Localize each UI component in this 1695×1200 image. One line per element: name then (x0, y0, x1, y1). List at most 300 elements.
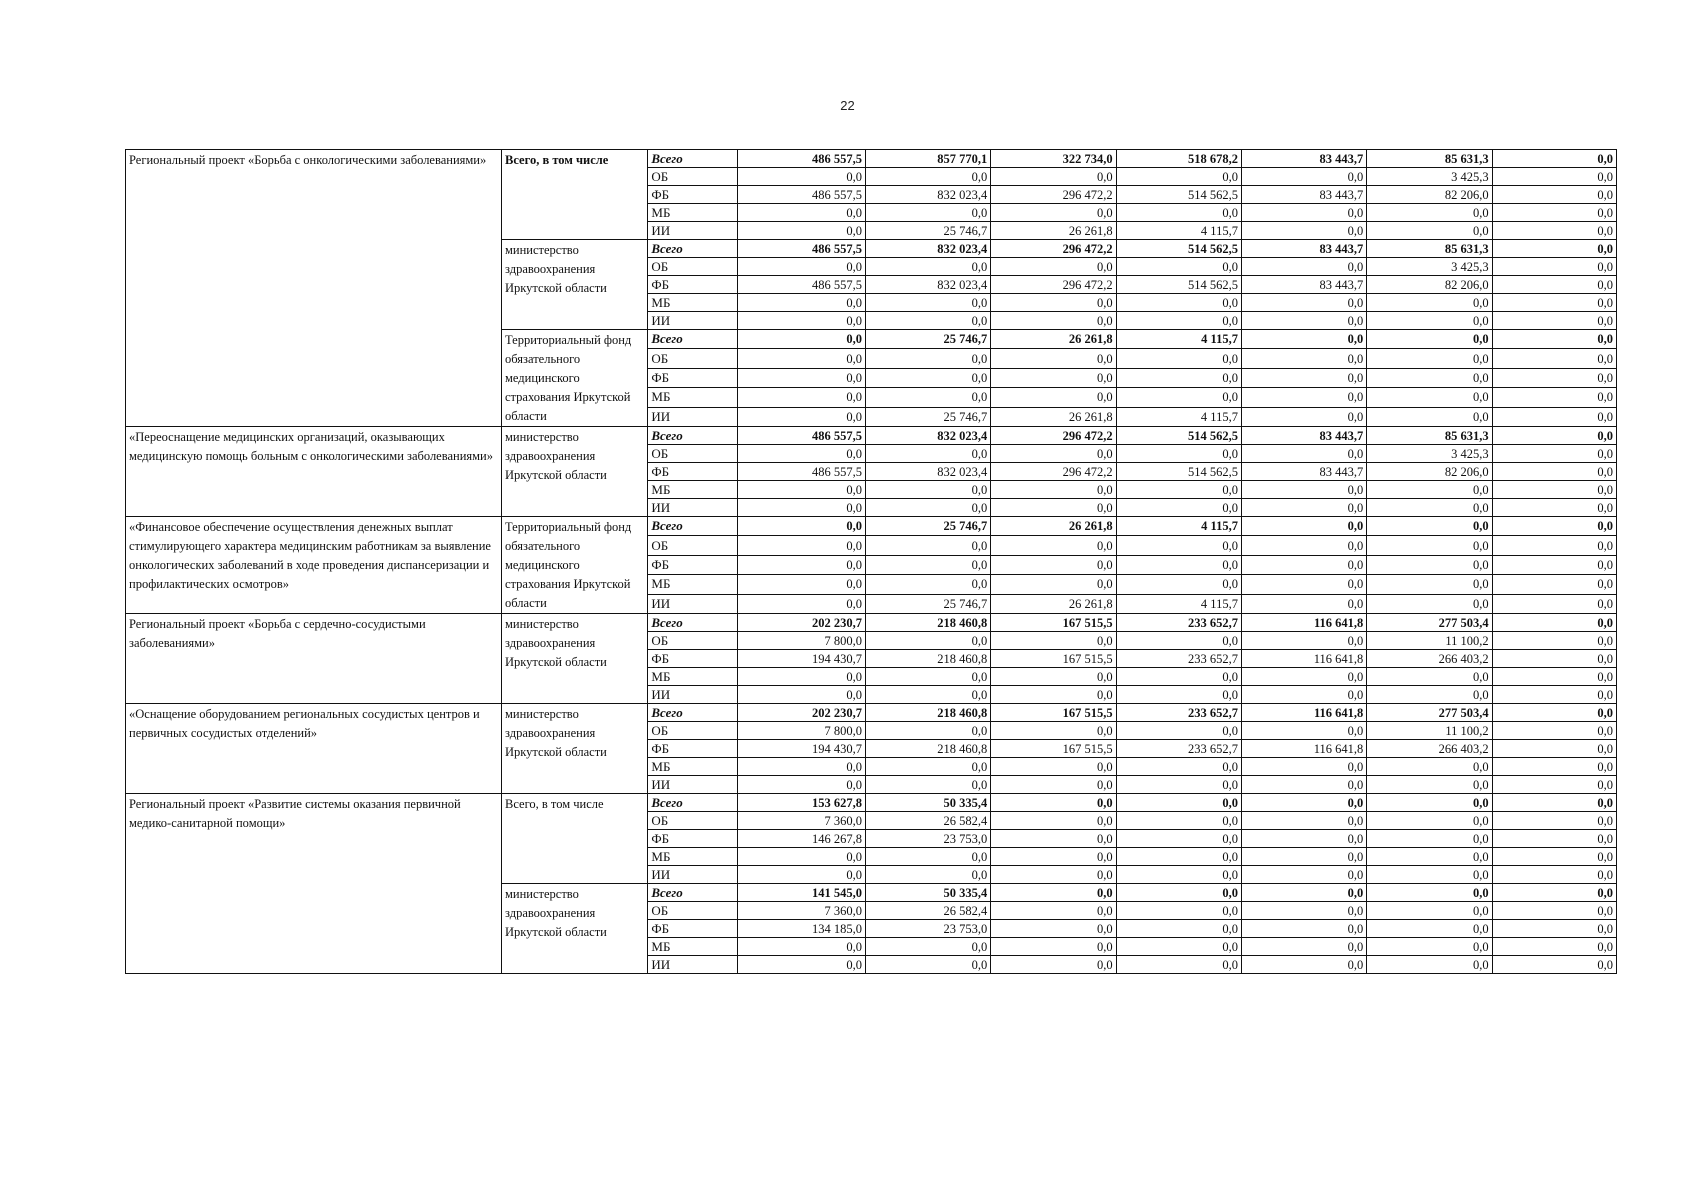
amount-cell: 0,0 (1116, 349, 1241, 368)
amount-cell: 11 100,2 (1367, 722, 1492, 740)
amount-cell: 0,0 (1241, 686, 1366, 704)
amount-cell: 0,0 (1492, 686, 1616, 704)
amount-cell: 0,0 (737, 866, 865, 884)
amount-cell: 0,0 (865, 445, 990, 463)
amount-cell: 141 545,0 (737, 884, 865, 902)
amount-cell: 0,0 (1492, 794, 1616, 812)
funding-source-cell: ФБ (648, 368, 737, 387)
amount-cell: 0,0 (865, 938, 990, 956)
amount-cell: 0,0 (1367, 555, 1492, 574)
amount-cell: 857 770,1 (865, 150, 990, 168)
amount-cell: 0,0 (991, 204, 1116, 222)
amount-cell: 0,0 (1116, 368, 1241, 387)
amount-cell: 0,0 (1492, 848, 1616, 866)
amount-cell: 82 206,0 (1367, 463, 1492, 481)
amount-cell: 0,0 (865, 481, 990, 499)
amount-cell: 0,0 (1241, 330, 1366, 349)
funding-source-cell: ФБ (648, 276, 737, 294)
amount-cell: 0,0 (991, 848, 1116, 866)
amount-cell: 0,0 (1116, 632, 1241, 650)
table-row (126, 704, 1617, 722)
executor-cell: министерство здравоохранения Иркутской области (502, 704, 648, 794)
amount-cell: 0,0 (991, 388, 1116, 407)
amount-cell: 0,0 (991, 722, 1116, 740)
amount-cell: 0,0 (1116, 294, 1241, 312)
funding-source-cell: МБ (648, 294, 737, 312)
amount-cell: 0,0 (1116, 920, 1241, 938)
amount-cell: 832 023,4 (865, 276, 990, 294)
project-name-cell: Региональный проект «Борьба с онкологическими заболеваниями» (126, 150, 502, 427)
amount-cell: 0,0 (1492, 884, 1616, 902)
executor-cell: Территориальный фонд обязательного медицинского страхования Иркутской области (502, 517, 648, 614)
funding-source-cell: ИИ (648, 956, 737, 974)
amount-cell: 0,0 (1492, 499, 1616, 517)
amount-cell: 194 430,7 (737, 740, 865, 758)
amount-cell: 233 652,7 (1116, 614, 1241, 632)
amount-cell: 0,0 (1116, 956, 1241, 974)
amount-cell: 0,0 (1241, 481, 1366, 499)
amount-cell: 0,0 (991, 368, 1116, 387)
amount-cell: 0,0 (1241, 812, 1366, 830)
amount-cell: 0,0 (1241, 555, 1366, 574)
amount-cell: 0,0 (1241, 632, 1366, 650)
amount-cell: 0,0 (1492, 481, 1616, 499)
funding-source-cell: ИИ (648, 222, 737, 240)
amount-cell: 0,0 (737, 330, 865, 349)
executor-cell: министерство здравоохранения Иркутской области (502, 240, 648, 330)
amount-cell: 0,0 (737, 499, 865, 517)
amount-cell: 0,0 (1241, 168, 1366, 186)
amount-cell: 0,0 (991, 758, 1116, 776)
amount-cell: 7 360,0 (737, 902, 865, 920)
amount-cell: 0,0 (991, 349, 1116, 368)
amount-cell: 3 425,3 (1367, 445, 1492, 463)
amount-cell: 25 746,7 (865, 407, 990, 426)
amount-cell: 0,0 (1367, 499, 1492, 517)
amount-cell: 0,0 (737, 168, 865, 186)
amount-cell: 167 515,5 (991, 650, 1116, 668)
amount-cell: 0,0 (865, 686, 990, 704)
funding-source-cell: ОБ (648, 258, 737, 276)
amount-cell: 0,0 (991, 902, 1116, 920)
amount-cell: 0,0 (865, 312, 990, 330)
funding-source-cell: ОБ (648, 902, 737, 920)
amount-cell: 218 460,8 (865, 740, 990, 758)
amount-cell: 0,0 (1367, 830, 1492, 848)
amount-cell: 146 267,8 (737, 830, 865, 848)
amount-cell: 0,0 (1116, 722, 1241, 740)
amount-cell: 116 641,8 (1241, 614, 1366, 632)
amount-cell: 0,0 (1492, 445, 1616, 463)
amount-cell: 0,0 (737, 848, 865, 866)
amount-cell: 0,0 (1367, 920, 1492, 938)
amount-cell: 0,0 (991, 920, 1116, 938)
amount-cell: 0,0 (865, 776, 990, 794)
amount-cell: 23 753,0 (865, 920, 990, 938)
amount-cell: 0,0 (1241, 866, 1366, 884)
amount-cell: 0,0 (865, 499, 990, 517)
funding-source-cell: ФБ (648, 740, 737, 758)
funding-source-cell: ФБ (648, 555, 737, 574)
amount-cell: 0,0 (1492, 920, 1616, 938)
amount-cell: 0,0 (1116, 481, 1241, 499)
page-number: 22 (840, 98, 855, 113)
amount-cell: 0,0 (991, 956, 1116, 974)
amount-cell: 0,0 (1492, 294, 1616, 312)
amount-cell: 296 472,2 (991, 463, 1116, 481)
amount-cell: 0,0 (865, 555, 990, 574)
amount-cell: 0,0 (1116, 938, 1241, 956)
amount-cell: 0,0 (1241, 536, 1366, 555)
amount-cell: 514 562,5 (1116, 427, 1241, 445)
table-row (126, 150, 1617, 168)
amount-cell: 50 335,4 (865, 884, 990, 902)
amount-cell: 0,0 (1241, 499, 1366, 517)
table-row (126, 517, 1617, 536)
amount-cell: 277 503,4 (1367, 704, 1492, 722)
amount-cell: 0,0 (1492, 240, 1616, 258)
amount-cell: 0,0 (1492, 938, 1616, 956)
amount-cell: 0,0 (1492, 704, 1616, 722)
amount-cell: 0,0 (1367, 902, 1492, 920)
amount-cell: 0,0 (1116, 758, 1241, 776)
amount-cell: 26 582,4 (865, 902, 990, 920)
amount-cell: 0,0 (1492, 722, 1616, 740)
amount-cell: 296 472,2 (991, 427, 1116, 445)
amount-cell: 0,0 (865, 204, 990, 222)
funding-source-cell: Всего (648, 614, 737, 632)
amount-cell: 0,0 (865, 258, 990, 276)
amount-cell: 0,0 (991, 632, 1116, 650)
amount-cell: 832 023,4 (865, 463, 990, 481)
amount-cell: 0,0 (1116, 312, 1241, 330)
amount-cell: 0,0 (991, 830, 1116, 848)
funding-source-cell: Всего (648, 884, 737, 902)
amount-cell: 514 562,5 (1116, 240, 1241, 258)
amount-cell: 83 443,7 (1241, 463, 1366, 481)
funding-source-cell: Всего (648, 517, 737, 536)
table-row (126, 427, 1617, 445)
amount-cell: 0,0 (1241, 445, 1366, 463)
amount-cell: 82 206,0 (1367, 276, 1492, 294)
funding-source-cell: МБ (648, 388, 737, 407)
amount-cell: 82 206,0 (1367, 186, 1492, 204)
funding-source-cell: Всего (648, 704, 737, 722)
amount-cell: 0,0 (1241, 407, 1366, 426)
amount-cell: 0,0 (737, 555, 865, 574)
amount-cell: 0,0 (737, 536, 865, 555)
amount-cell: 0,0 (1367, 794, 1492, 812)
funding-source-cell: ИИ (648, 866, 737, 884)
amount-cell: 0,0 (1241, 312, 1366, 330)
amount-cell: 0,0 (737, 517, 865, 536)
amount-cell: 7 800,0 (737, 632, 865, 650)
amount-cell: 0,0 (1116, 388, 1241, 407)
amount-cell: 0,0 (737, 668, 865, 686)
amount-cell: 11 100,2 (1367, 632, 1492, 650)
amount-cell: 0,0 (737, 938, 865, 956)
amount-cell: 0,0 (1116, 555, 1241, 574)
amount-cell: 0,0 (1241, 204, 1366, 222)
amount-cell: 0,0 (1492, 388, 1616, 407)
amount-cell: 0,0 (1116, 168, 1241, 186)
amount-cell: 0,0 (865, 349, 990, 368)
amount-cell: 0,0 (1241, 368, 1366, 387)
project-name-cell: «Оснащение оборудованием региональных сосудистых центров и первичных сосудистых отделений» (126, 704, 502, 794)
amount-cell: 0,0 (1367, 517, 1492, 536)
amount-cell: 0,0 (1241, 222, 1366, 240)
amount-cell: 25 746,7 (865, 330, 990, 349)
funding-source-cell: ФБ (648, 186, 737, 204)
amount-cell: 0,0 (1116, 866, 1241, 884)
amount-cell: 0,0 (1492, 555, 1616, 574)
amount-cell: 0,0 (1241, 388, 1366, 407)
project-name-cell: Региональный проект «Развитие системы оказания первичной медико-санитарной помощи» (126, 794, 502, 974)
amount-cell: 0,0 (737, 575, 865, 594)
amount-cell: 0,0 (1367, 956, 1492, 974)
amount-cell: 0,0 (1367, 368, 1492, 387)
amount-cell: 85 631,3 (1367, 150, 1492, 168)
amount-cell: 0,0 (1492, 349, 1616, 368)
amount-cell: 0,0 (1492, 830, 1616, 848)
amount-cell: 514 562,5 (1116, 186, 1241, 204)
funding-source-cell: МБ (648, 938, 737, 956)
amount-cell: 218 460,8 (865, 650, 990, 668)
amount-cell: 0,0 (991, 294, 1116, 312)
amount-cell: 0,0 (1241, 920, 1366, 938)
executor-cell: министерство здравоохранения Иркутской области (502, 614, 648, 704)
amount-cell: 0,0 (1492, 150, 1616, 168)
amount-cell: 277 503,4 (1367, 614, 1492, 632)
amount-cell: 0,0 (1241, 776, 1366, 794)
amount-cell: 83 443,7 (1241, 150, 1366, 168)
amount-cell: 0,0 (1116, 536, 1241, 555)
amount-cell: 0,0 (865, 168, 990, 186)
amount-cell: 0,0 (1367, 349, 1492, 368)
amount-cell: 26 261,8 (991, 330, 1116, 349)
amount-cell: 486 557,5 (737, 463, 865, 481)
amount-cell: 83 443,7 (1241, 240, 1366, 258)
amount-cell: 0,0 (1492, 668, 1616, 686)
amount-cell: 0,0 (737, 312, 865, 330)
amount-cell: 0,0 (1367, 407, 1492, 426)
amount-cell: 0,0 (737, 388, 865, 407)
funding-source-cell: ИИ (648, 594, 737, 613)
amount-cell: 0,0 (1241, 902, 1366, 920)
amount-cell: 85 631,3 (1367, 240, 1492, 258)
funding-source-cell: МБ (648, 481, 737, 499)
amount-cell: 116 641,8 (1241, 704, 1366, 722)
amount-cell: 0,0 (737, 407, 865, 426)
amount-cell: 296 472,2 (991, 240, 1116, 258)
amount-cell: 0,0 (737, 758, 865, 776)
amount-cell: 0,0 (737, 204, 865, 222)
amount-cell: 832 023,4 (865, 186, 990, 204)
amount-cell: 0,0 (1367, 481, 1492, 499)
amount-cell: 194 430,7 (737, 650, 865, 668)
amount-cell: 3 425,3 (1367, 258, 1492, 276)
amount-cell: 0,0 (865, 536, 990, 555)
amount-cell: 0,0 (991, 668, 1116, 686)
executor-cell: Территориальный фонд обязательного медицинского страхования Иркутской области (502, 330, 648, 427)
amount-cell: 0,0 (991, 312, 1116, 330)
executor-cell: Всего, в том числе (502, 794, 648, 884)
amount-cell: 514 562,5 (1116, 276, 1241, 294)
amount-cell: 0,0 (991, 481, 1116, 499)
amount-cell: 0,0 (991, 776, 1116, 794)
amount-cell: 218 460,8 (865, 614, 990, 632)
amount-cell: 0,0 (991, 445, 1116, 463)
amount-cell: 0,0 (1116, 668, 1241, 686)
amount-cell: 0,0 (737, 222, 865, 240)
amount-cell: 233 652,7 (1116, 704, 1241, 722)
amount-cell: 0,0 (991, 575, 1116, 594)
amount-cell: 4 115,7 (1116, 330, 1241, 349)
funding-source-cell: ОБ (648, 349, 737, 368)
funding-source-cell: МБ (648, 848, 737, 866)
amount-cell: 0,0 (991, 866, 1116, 884)
amount-cell: 0,0 (1492, 575, 1616, 594)
amount-cell: 0,0 (1492, 758, 1616, 776)
amount-cell: 0,0 (865, 848, 990, 866)
funding-source-cell: ФБ (648, 463, 737, 481)
amount-cell: 514 562,5 (1116, 463, 1241, 481)
table-row (126, 794, 1617, 812)
amount-cell: 167 515,5 (991, 704, 1116, 722)
amount-cell: 0,0 (1367, 594, 1492, 613)
amount-cell: 7 360,0 (737, 812, 865, 830)
amount-cell: 0,0 (991, 794, 1116, 812)
amount-cell: 0,0 (1367, 536, 1492, 555)
amount-cell: 0,0 (991, 499, 1116, 517)
amount-cell: 0,0 (1241, 884, 1366, 902)
amount-cell: 266 403,2 (1367, 740, 1492, 758)
amount-cell: 832 023,4 (865, 427, 990, 445)
funding-source-cell: ОБ (648, 445, 737, 463)
amount-cell: 0,0 (1492, 650, 1616, 668)
amount-cell: 0,0 (1492, 517, 1616, 536)
amount-cell: 0,0 (1241, 594, 1366, 613)
amount-cell: 0,0 (1367, 204, 1492, 222)
amount-cell: 486 557,5 (737, 150, 865, 168)
amount-cell: 0,0 (1492, 956, 1616, 974)
amount-cell: 233 652,7 (1116, 740, 1241, 758)
amount-cell: 0,0 (1116, 812, 1241, 830)
amount-cell: 26 582,4 (865, 812, 990, 830)
amount-cell: 832 023,4 (865, 240, 990, 258)
amount-cell: 0,0 (865, 294, 990, 312)
amount-cell: 26 261,8 (991, 407, 1116, 426)
amount-cell: 4 115,7 (1116, 517, 1241, 536)
amount-cell: 0,0 (1367, 938, 1492, 956)
amount-cell: 0,0 (865, 632, 990, 650)
budget-table (125, 149, 1617, 974)
funding-source-cell: ОБ (648, 722, 737, 740)
amount-cell: 25 746,7 (865, 594, 990, 613)
amount-cell: 0,0 (1492, 776, 1616, 794)
funding-source-cell: МБ (648, 668, 737, 686)
amount-cell: 0,0 (737, 594, 865, 613)
funding-source-cell: МБ (648, 575, 737, 594)
amount-cell: 0,0 (1367, 848, 1492, 866)
amount-cell: 0,0 (1367, 388, 1492, 407)
amount-cell: 0,0 (1367, 686, 1492, 704)
amount-cell: 0,0 (1241, 722, 1366, 740)
funding-source-cell: МБ (648, 204, 737, 222)
amount-cell: 0,0 (865, 368, 990, 387)
amount-cell: 486 557,5 (737, 240, 865, 258)
funding-source-cell: ИИ (648, 776, 737, 794)
amount-cell: 322 734,0 (991, 150, 1116, 168)
amount-cell: 4 115,7 (1116, 407, 1241, 426)
amount-cell: 167 515,5 (991, 740, 1116, 758)
amount-cell: 0,0 (737, 294, 865, 312)
amount-cell: 0,0 (1367, 884, 1492, 902)
funding-source-cell: МБ (648, 758, 737, 776)
amount-cell: 0,0 (1241, 830, 1366, 848)
amount-cell: 0,0 (865, 956, 990, 974)
amount-cell: 0,0 (1492, 812, 1616, 830)
amount-cell: 153 627,8 (737, 794, 865, 812)
amount-cell: 0,0 (1241, 794, 1366, 812)
amount-cell: 25 746,7 (865, 517, 990, 536)
funding-source-cell: ИИ (648, 686, 737, 704)
amount-cell: 0,0 (1241, 938, 1366, 956)
executor-cell: Всего, в том числе (502, 150, 648, 240)
funding-source-cell: Всего (648, 150, 737, 168)
amount-cell: 233 652,7 (1116, 650, 1241, 668)
amount-cell: 0,0 (1492, 222, 1616, 240)
amount-cell: 0,0 (991, 812, 1116, 830)
amount-cell: 0,0 (1241, 956, 1366, 974)
amount-cell: 0,0 (865, 575, 990, 594)
amount-cell: 0,0 (991, 536, 1116, 555)
amount-cell: 296 472,2 (991, 276, 1116, 294)
amount-cell: 26 261,8 (991, 594, 1116, 613)
amount-cell: 296 472,2 (991, 186, 1116, 204)
amount-cell: 83 443,7 (1241, 276, 1366, 294)
amount-cell: 266 403,2 (1367, 650, 1492, 668)
amount-cell: 0,0 (737, 258, 865, 276)
amount-cell: 26 261,8 (991, 517, 1116, 536)
amount-cell: 0,0 (1492, 632, 1616, 650)
amount-cell: 0,0 (737, 368, 865, 387)
amount-cell: 0,0 (1116, 445, 1241, 463)
amount-cell: 0,0 (737, 776, 865, 794)
funding-source-cell: Всего (648, 330, 737, 349)
amount-cell: 25 746,7 (865, 222, 990, 240)
funding-source-cell: ИИ (648, 407, 737, 426)
amount-cell: 0,0 (1367, 294, 1492, 312)
amount-cell: 0,0 (1367, 222, 1492, 240)
funding-source-cell: ОБ (648, 168, 737, 186)
amount-cell: 0,0 (1492, 427, 1616, 445)
amount-cell: 0,0 (1492, 902, 1616, 920)
amount-cell: 486 557,5 (737, 186, 865, 204)
amount-cell: 0,0 (1241, 294, 1366, 312)
amount-cell: 0,0 (1116, 794, 1241, 812)
amount-cell: 0,0 (737, 445, 865, 463)
amount-cell: 116 641,8 (1241, 650, 1366, 668)
amount-cell: 0,0 (1367, 312, 1492, 330)
amount-cell: 0,0 (1116, 902, 1241, 920)
amount-cell: 4 115,7 (1116, 594, 1241, 613)
funding-source-cell: Всего (648, 240, 737, 258)
amount-cell: 0,0 (1367, 812, 1492, 830)
amount-cell: 518 678,2 (1116, 150, 1241, 168)
amount-cell: 0,0 (1492, 368, 1616, 387)
amount-cell: 486 557,5 (737, 427, 865, 445)
